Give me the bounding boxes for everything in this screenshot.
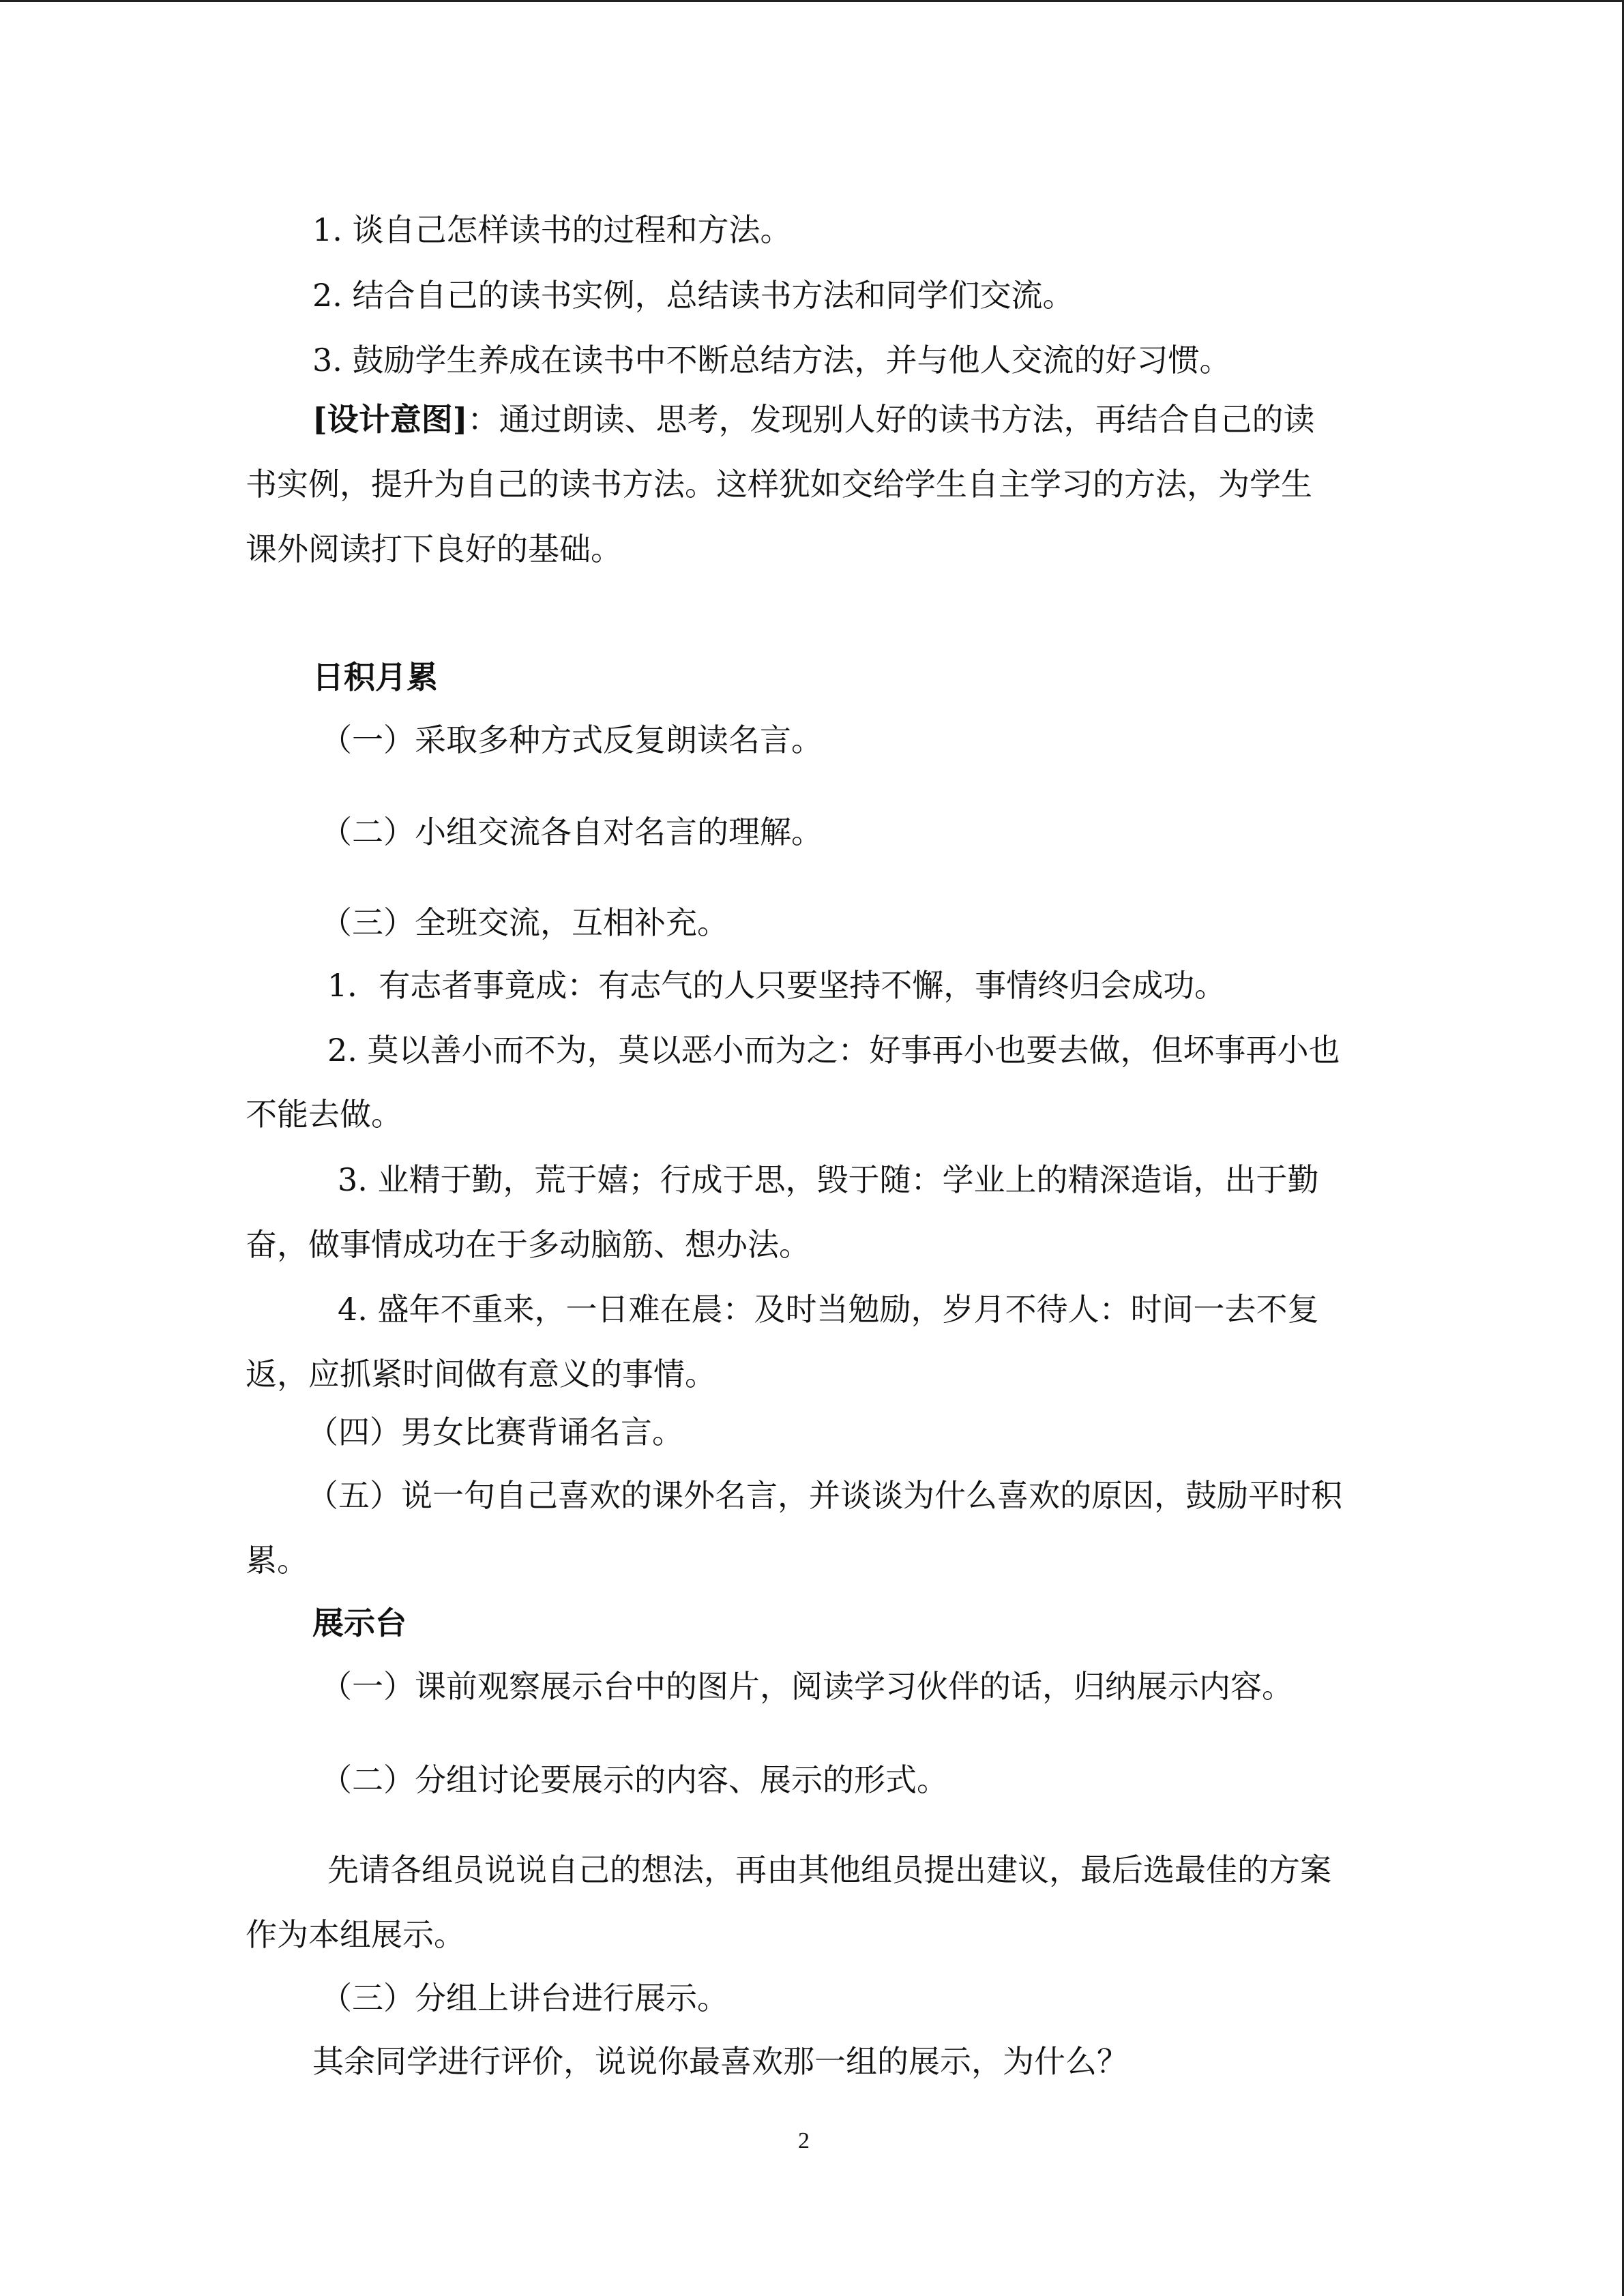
showcase-note-line-2: 作为本组展示。: [246, 1916, 465, 1953]
accumulation-step-4: （四）男女比赛背诵名言。: [307, 1414, 683, 1450]
proverb-1: 1．有志者事竟成：有志气的人只要坚持不懈，事情终归会成功。: [327, 967, 1226, 1004]
section-heading-showcase: 展示台: [312, 1605, 407, 1641]
proverb-2-line-1: 2. 莫以善小而不为，莫以恶小而为之：好事再小也要去做，但坏事再小也: [327, 1032, 1340, 1069]
step-3-text: 3. 鼓励学生养成在读书中不断总结方法，并与他人交流的好习惯。: [312, 342, 1231, 378]
page-number: 2: [798, 2128, 810, 2153]
showcase-note-line-1: 先请各组员说说自己的想法，再由其他组员提出建议，最后选最佳的方案: [327, 1851, 1331, 1888]
accumulation-step-3: （三）全班交流，互相补充。: [321, 904, 728, 941]
showcase-step-1: （一）课前观察展示台中的图片，阅读学习伙伴的话，归纳展示内容。: [321, 1668, 1293, 1705]
design-intent-paragraph: [312, 399, 1315, 440]
step-2-text: 2. 结合自己的读书实例，总结读书方法和同学们交流。: [312, 277, 1074, 314]
step-1-text: 1. 谈自己怎样读书的过程和方法。: [312, 211, 792, 248]
accumulation-step-5-line-2: 累。: [246, 1542, 308, 1579]
showcase-step-3: （三）分组上讲台进行展示。: [321, 1980, 728, 2016]
accumulation-step-1: （一）采取多种方式反复朗读名言。: [321, 721, 823, 758]
design-intent-line-2: 书实例，提升为自己的读书方法。这样犹如交给学生自主学习的方法，为学生: [246, 466, 1312, 503]
showcase-evaluation: 其余同学进行评价，说说你最喜欢那一组的展示，为什么？: [312, 2043, 1128, 2080]
section-heading-daily-accumulation: 日积月累: [312, 659, 438, 696]
accumulation-step-5-line-1: （五）说一句自己喜欢的课外名言，并谈谈为什么喜欢的原因，鼓励平时积: [307, 1477, 1342, 1514]
proverb-3-line-1: 3. 业精于勤，荒于嬉；行成于思，毁于随：学业上的精深造诣，出于勤: [338, 1161, 1319, 1198]
accumulation-step-2: （二）小组交流各自对名言的理解。: [321, 814, 823, 850]
proverb-4-line-1: 4. 盛年不重来，一日难在晨：及时当勉励，岁月不待人：时间一去不复: [338, 1291, 1319, 1328]
page-border-top: [0, 0, 1624, 2]
design-intent-label: [设计意图]: [312, 401, 468, 438]
design-intent-text: ：通过朗读、思考，发现别人好的读书方法，再结合自己的读: [467, 401, 1315, 438]
showcase-step-2: （二）分组讨论要展示的内容、展示的形式。: [321, 1761, 948, 1798]
proverb-2-line-2: 不能去做。: [246, 1096, 402, 1133]
design-intent-line-3: 课外阅读打下良好的基础。: [246, 531, 622, 567]
proverb-3-line-2: 奋，做事情成功在于多动脑筋、想办法。: [246, 1226, 810, 1263]
proverb-4-line-2: 返，应抓紧时间做有意义的事情。: [246, 1356, 716, 1392]
